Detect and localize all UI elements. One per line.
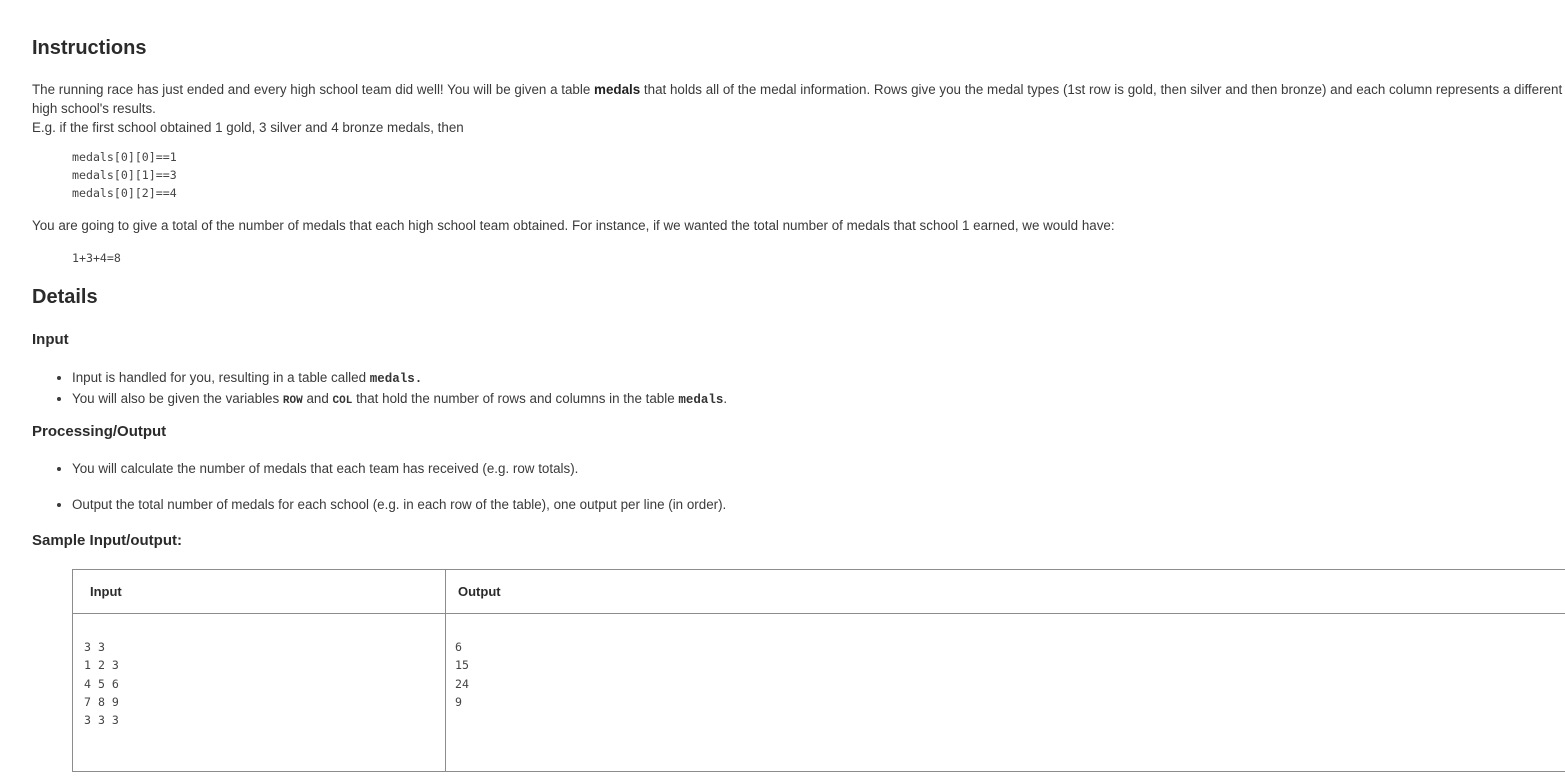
bullet-text: and (302, 391, 333, 406)
code-line: medals[0][2]==4 (72, 186, 177, 200)
output-column-header: Output (458, 584, 501, 599)
medals-example-code (72, 148, 177, 202)
processing-output-heading: Processing/Output (32, 423, 167, 440)
column-divider (445, 570, 446, 771)
instructions-text-a: The running race has just ended and every high school team did well! You will be given a table (32, 82, 595, 97)
details-heading: Details (32, 286, 98, 308)
medals-keyword: medals (594, 82, 641, 97)
sample-io-table (72, 569, 1565, 772)
bullet-text: Input is handled for you, resulting in a table called (72, 370, 370, 385)
processing-bullet-list-1 (32, 459, 578, 478)
list-item: • Output the total number of medals for each school (e.g. in each row of the table), one output per line (in order). (72, 495, 726, 514)
list-item: • You will calculate the number of medals that each team has received (e.g. row totals). (72, 459, 578, 478)
list-item (72, 389, 727, 411)
processing-bullet-list-2 (32, 495, 726, 514)
col-code: COL (332, 395, 353, 407)
sample-io-heading: Sample Input/output: (32, 532, 182, 549)
input-heading: Input (32, 331, 69, 348)
sample-output-cell: 6 15 24 9 (455, 640, 469, 709)
instructions-example-text: E.g. if the first school obtained 1 gold, 3 silver and 4 bronze medals, then (32, 120, 464, 135)
instructions-heading: Instructions (32, 37, 147, 59)
bullet-text: . (723, 391, 728, 406)
code-line: medals[0][1]==3 (72, 168, 177, 182)
header-divider (73, 613, 1565, 614)
medals-code: medals. (369, 372, 423, 386)
instructions-paragraph-2: You are going to give a total of the number of medals that each high school team obtained. For instance, if we wanted the total number of medals that school 1 earned, we would have: (32, 218, 1115, 233)
medals-code: medals (678, 393, 724, 407)
bullet-text: that hold the number of rows and columns in the table (352, 391, 679, 406)
input-bullet-list (32, 368, 727, 411)
bullet-text: You will also be given the variables (72, 391, 283, 406)
row-code: ROW (282, 395, 303, 407)
list-item (72, 368, 727, 389)
sum-example-code (72, 249, 121, 267)
sample-input-cell: 3 3 1 2 3 4 5 6 7 8 9 3 3 3 (84, 640, 119, 728)
instructions-text-b: that holds all of the medal information. Rows give you the medal types (1st row is gold, then silver and then bronze) and each column represents a different high school's results. (32, 82, 1563, 116)
code-line: 1+3+4=8 (72, 251, 121, 265)
code-line: medals[0][0]==1 (72, 150, 177, 164)
instructions-paragraph-1 (32, 80, 1565, 137)
input-column-header: Input (90, 584, 122, 599)
